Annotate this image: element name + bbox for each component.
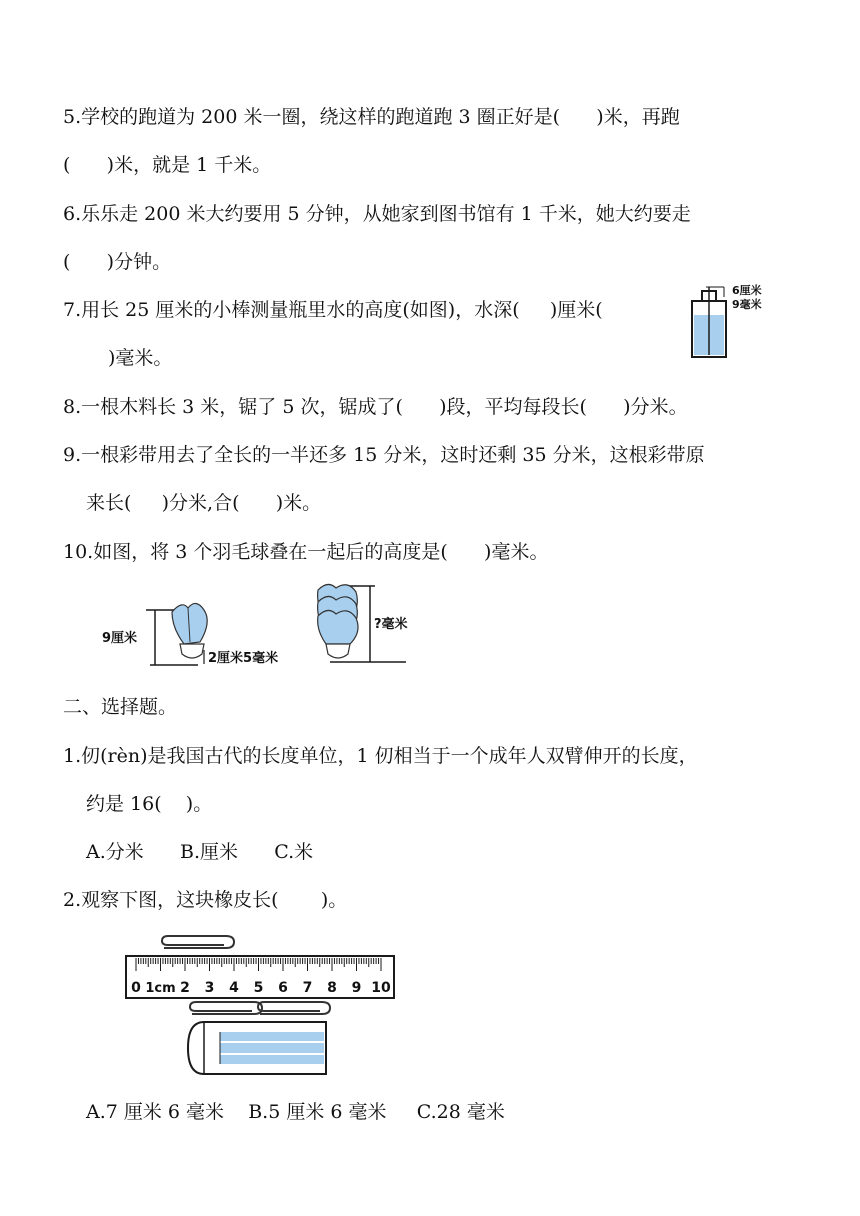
q9-line1: 9.一根彩带用去了全长的一半还多 15 分米，这时还剩 35 分米，这根彩带原: [63, 444, 705, 466]
shuttle-label-unknown: ?毫米: [374, 617, 408, 632]
q8-line1: 8.一根木料长 3 米，锯了 5 次，锯成了( )段，平均每段长( )分米。: [63, 396, 688, 418]
ruler-tick-label: 7: [302, 980, 313, 996]
ruler-tick-label: 6: [278, 980, 288, 996]
shuttlecock-figure: [100, 582, 440, 672]
q9-line2: 来长( )分米,合( )米。: [86, 492, 322, 514]
c2-options: A.7 厘米 6 毫米 B.5 厘米 6 毫米 C.28 毫米: [86, 1101, 505, 1123]
q7-line2: )毫米。: [108, 347, 173, 369]
ruler-tick-label: 3: [204, 980, 215, 996]
paperclip-icon: [162, 936, 234, 948]
ruler-tick-label: 10: [371, 980, 391, 996]
q5-line2: ( )米，就是 1 千米。: [63, 154, 272, 176]
ruler-tick-label: 2: [180, 980, 190, 996]
c2-line1: 2.观察下图，这块橡皮长( )。: [63, 889, 348, 911]
c1-options: A.分米 B.厘米 C.米: [86, 841, 314, 863]
ruler-tick-label: 9: [351, 980, 362, 996]
ruler-tick-label: 5: [253, 980, 264, 996]
ruler-tick-label: 1cm: [145, 981, 176, 996]
bottle-figure: [688, 283, 778, 363]
c1-line2: 约是 16( )。: [86, 793, 213, 815]
q6-line1: 6.乐乐走 200 米大约要用 5 分钟，从她家到图书馆有 1 千米，她大约要走: [63, 203, 691, 225]
ruler-tick-label: 8: [327, 980, 337, 996]
eraser-icon: [188, 1022, 326, 1074]
paperclip-icon: [258, 1002, 330, 1014]
q10-line1: 10.如图，将 3 个羽毛球叠在一起后的高度是( )毫米。: [63, 541, 549, 563]
c1-line1: 1.仞(rèn)是我国古代的长度单位，1 仞相当于一个成年人双臂伸开的长度，: [63, 745, 698, 767]
q5-line1: 5.学校的跑道为 200 米一圈，绕这样的跑道跑 3 圈正好是( )米，再跑: [63, 106, 680, 128]
q7-line1: 7.用长 25 厘米的小棒测量瓶里水的高度(如图)，水深( )厘米(: [63, 299, 603, 321]
bottle-label-top: 6厘米: [732, 284, 762, 297]
ruler-figure: [120, 930, 420, 1080]
shuttle-label-height: 9厘米: [102, 631, 138, 646]
q6-line2: ( )分钟。: [63, 251, 172, 273]
ruler-tick-label: 0: [131, 980, 141, 996]
ruler-tick-label: 4: [229, 980, 239, 996]
bottle-label-bottom: 9毫米: [732, 298, 762, 311]
shuttle-label-base: 2厘米5毫米: [208, 651, 279, 666]
paperclip-icon: [190, 1002, 262, 1014]
section-title: 二、选择题。: [63, 696, 178, 718]
